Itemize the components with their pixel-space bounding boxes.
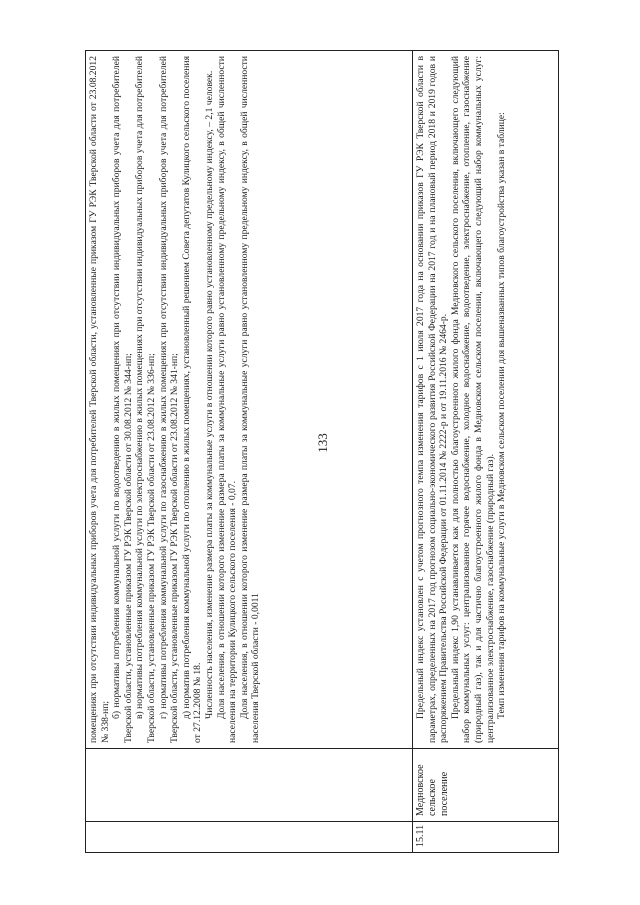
paragraph: Численность населения, изменение размера платы за коммунальные услуги в отношении которого равно установленному предельному индексу, – 2,1 человек. — [203, 70, 215, 719]
row-number-cell: 15.11 — [413, 822, 559, 853]
page-number: 133 — [315, 433, 330, 453]
paragraph: г) нормативы потребления коммунальной услуги по газоснабжению в жилых помещениях при отсутствии индивидуальных приборов учета для потребителей Тверской области, установленные приказом ГУ РЭК Тверской области от 23.08.2012 № 341-нп; — [157, 56, 181, 743]
paragraph: Темп изменения тарифов на коммунальные услуги в Медновском сельском поселении для вышеназванных типов благоустройства указан в таблице: — [496, 112, 508, 719]
paragraph: в) нормативы потребления коммунальной услуги по электроснабжению в жилых помещениях при отсутствии индивидуальных приборов учета для потребителей Тверской области, установленные приказом ГУ РЭК Тверской области от 23.08.2012 № 336-нп; — [134, 56, 157, 743]
rotated-table-container — [85, 50, 559, 853]
table-row — [86, 51, 413, 853]
paragraph: Доля населения, в отношении которого изменение размера платы за коммунальные услуги равно установленному предельному индексу, в общей численности населения Тверской области - 0,0011 — [238, 56, 262, 743]
table-row — [413, 51, 559, 853]
paragraph: Предельный индекс 1,90 устанавливается как для полностью благоустроенного жилого фонда Медновского сельского поселения, включающего следующий набор коммунальных услуг: централизованное горячее водоснабжение, холодное водоснабжение, водоотведение, электроснабжение, отопление, газоснабжение (природный газ), так и для частично благоустроенного жилого фонда в Медновском сельском поселении, включающего следующий набор коммунальных услуг: централизованное электроснабжение, газоснабжение (природный газ). — [449, 56, 496, 743]
description-cell — [413, 51, 559, 749]
settlement-name-cell: Медновское сельское поселение — [413, 749, 559, 822]
paragraph: б) нормативы потребления коммунальной услуги по водоотведению в жилых помещениях при отсутствии индивидуальных приборов учета для потребителей Тверской области, установленные приказом ГУ РЭК Тверской области от 30.08.2012 № 344-нп; — [111, 56, 134, 743]
row-number-cell — [86, 822, 413, 853]
paragraph: Предельный индекс установлен с учетом прогнозного темпа изменения тарифов с 1 июля 2017 года на основании приказов ГУ РЭК Тверской области в параметрах, определенных на 2017 год прогнозом социально-экономического развития Российской Федерации на 2017 год и на плановый период 2018 и 2019 годов и распоряжением Правительства Российской Федерации от 01.11.2014 № 2222-р и от 19.11.2016 № 2464-р. — [415, 56, 450, 743]
tariff-table — [85, 50, 559, 853]
description-cell — [86, 51, 413, 749]
paragraph: Доля населения, в отношении которого изменение размера платы за коммунальные услуги равно установленному предельному индексу, в общей численности населения на территории Кулицкого сельского поселения - 0,07. — [215, 56, 239, 743]
paragraph: д) норматив потребления коммунальной услуги по отоплению в жилых помещениях, установленный решением Совета депутатов Кулицкого сельского поселения от 27.12.2008 № 18. — [180, 56, 204, 743]
paragraph: помещениях при отсутствии индивидуальных приборов учета для потребителей Тверской области, установленные приказом ГУ РЭК Тверской области от 23.08.2012 № 338-нп; — [88, 56, 111, 743]
settlement-name-cell — [86, 749, 413, 822]
